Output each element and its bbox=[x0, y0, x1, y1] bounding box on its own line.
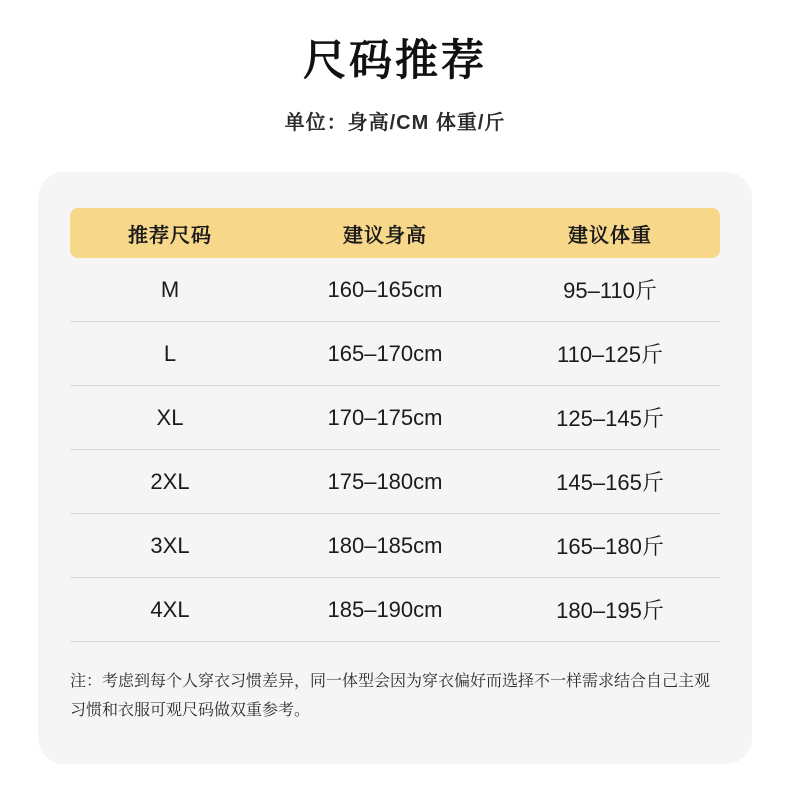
cell-size: 4XL bbox=[70, 578, 270, 642]
cell-weight: 180–195斤 bbox=[500, 578, 720, 642]
cell-height: 160–165cm bbox=[270, 258, 500, 322]
cell-weight: 95–110斤 bbox=[500, 258, 720, 322]
cell-size: 2XL bbox=[70, 450, 270, 514]
cell-size: L bbox=[70, 322, 270, 386]
cell-weight: 125–145斤 bbox=[500, 386, 720, 450]
size-chart-card bbox=[38, 172, 752, 764]
cell-weight: 145–165斤 bbox=[500, 450, 720, 514]
cell-height: 165–170cm bbox=[270, 322, 500, 386]
table-row bbox=[70, 322, 720, 386]
table-row bbox=[70, 386, 720, 450]
size-note: 注：考虑到每个人穿衣习惯差异，同一体型会因为穿衣偏好而选择不一样需求结合自己主观习惯和衣服可观尺码做双重参考。 bbox=[70, 673, 711, 719]
table-row bbox=[70, 258, 720, 322]
page-title: 尺码推荐 bbox=[303, 37, 487, 85]
cell-weight: 165–180斤 bbox=[500, 514, 720, 578]
page-subtitle: 单位：身高/CM 体重/斤 bbox=[284, 111, 506, 134]
cell-size: XL bbox=[70, 386, 270, 450]
cell-height: 180–185cm bbox=[270, 514, 500, 578]
size-table bbox=[70, 208, 720, 642]
cell-height: 170–175cm bbox=[270, 386, 500, 450]
table-row bbox=[70, 578, 720, 642]
page-header bbox=[0, 0, 790, 135]
cell-size: 3XL bbox=[70, 514, 270, 578]
cell-height: 175–180cm bbox=[270, 450, 500, 514]
table-header-row bbox=[70, 208, 720, 258]
column-header-weight: 建议体重 bbox=[500, 208, 720, 258]
column-header-height: 建议身高 bbox=[270, 208, 500, 258]
table-row bbox=[70, 514, 720, 578]
cell-size: M bbox=[70, 258, 270, 322]
table-body bbox=[70, 258, 720, 642]
cell-weight: 110–125斤 bbox=[500, 322, 720, 386]
table-row bbox=[70, 450, 720, 514]
column-header-size: 推荐尺码 bbox=[70, 208, 270, 258]
table-header bbox=[70, 208, 720, 258]
cell-height: 185–190cm bbox=[270, 578, 500, 642]
